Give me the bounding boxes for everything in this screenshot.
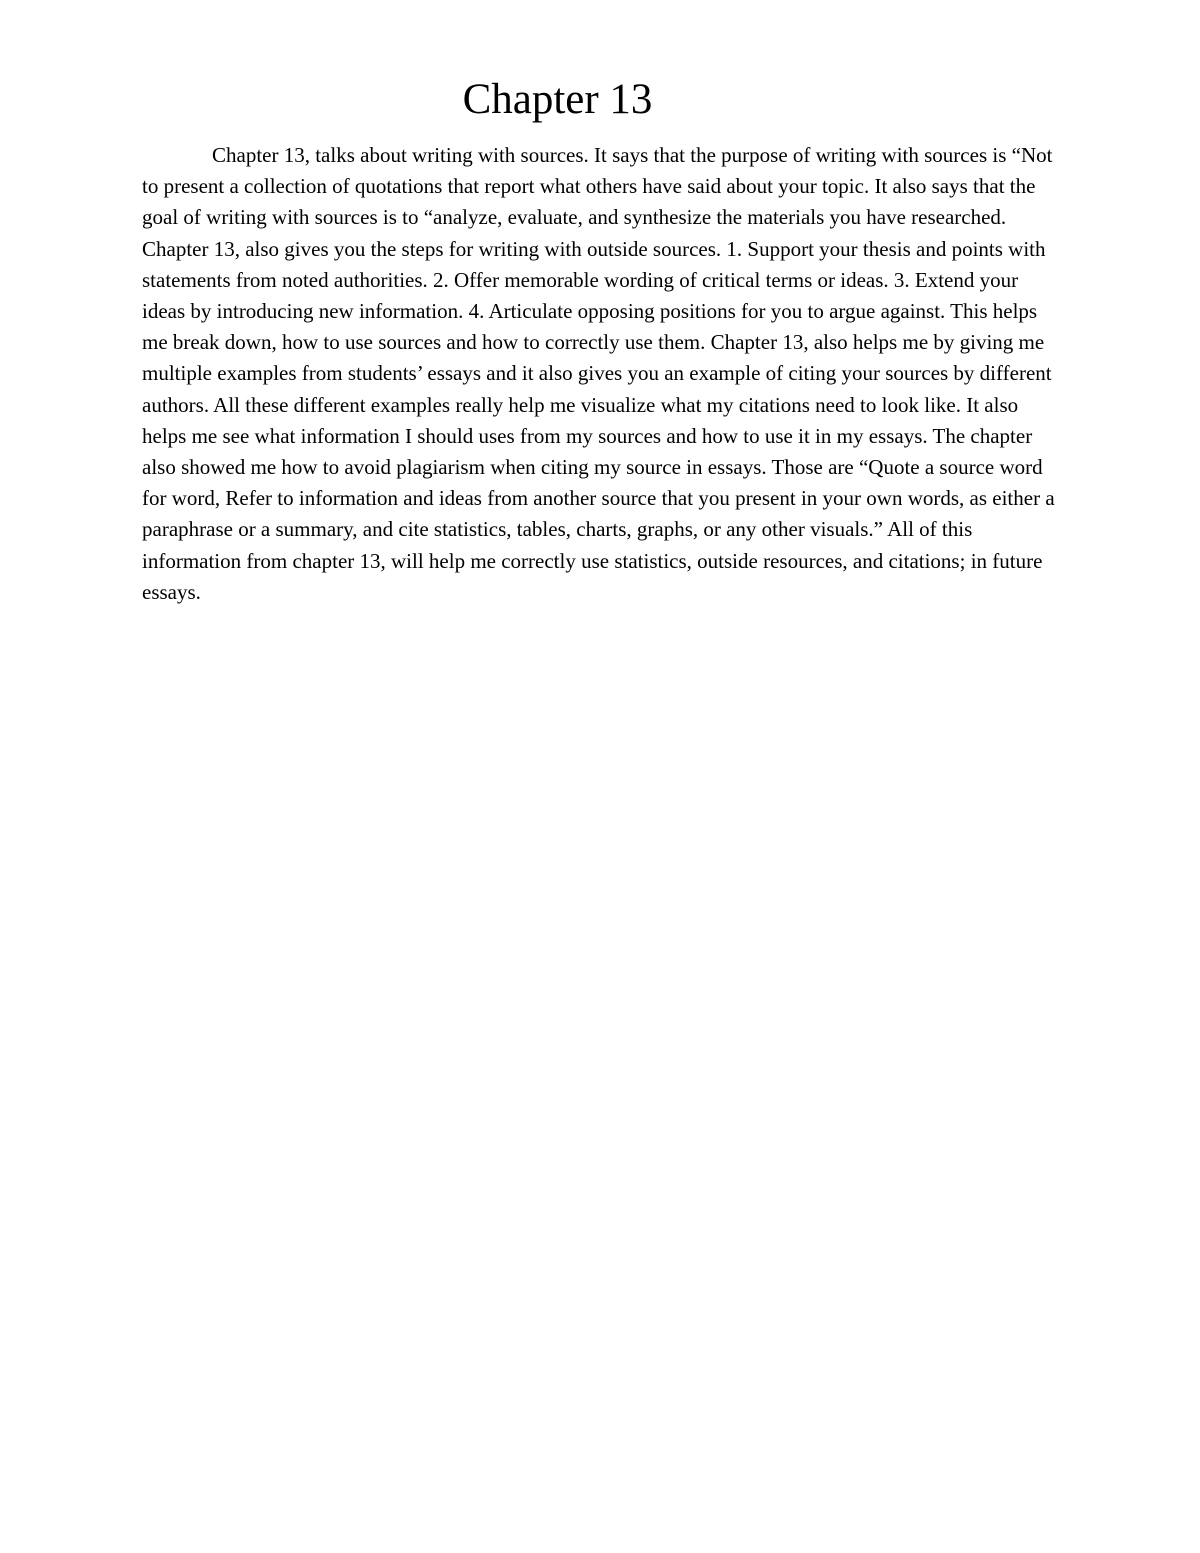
body-paragraph: Chapter 13, talks about writing with sources. It says that the purpose of writing with sources is “Not to present a collection of quotations that report what others have said about your topic. It also says that the goal of writing with sources is to “analyze, evaluate, and synthesize the materials you have researched. Chapter 13, also gives you the steps for writing with outside sources. 1. Support your thesis and points with statements from noted authorities. 2. Offer memorable wording of critical terms or ideas. 3. Extend your ideas by introducing new information. 4. Articulate opposing positions for you to argue against. This helps me break down, how to use sources and how to correctly use them. Chapter 13, also helps me by giving me multiple examples from students’ essays and it also gives you an example of citing your sources by different authors. All these different examples really help me visualize what my citations need to look like. It also helps me see what information I should uses from my sources and how to use it in my essays. The chapter also showed me how to avoid plagiarism when citing my source in essays. Those are “Quote a source word for word, Refer to information and ideas from another source that you present in your own words, as either a paraphrase or a summary, and cite statistics, tables, charts, graphs, or any other visuals.” All of this information from chapter 13, will help me correctly use statistics, outside resources, and citations; in future essays.	[142, 143, 1055, 604]
page-title: Chapter 13	[462, 76, 653, 123]
